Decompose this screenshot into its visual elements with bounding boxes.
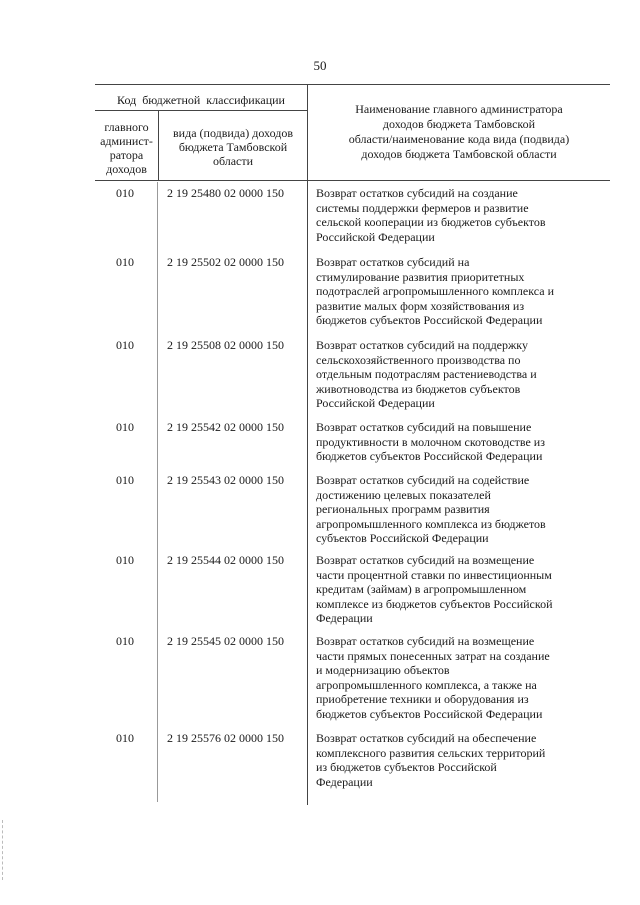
header-col-admin-line: админист- xyxy=(100,134,153,148)
header-col-code xyxy=(160,126,306,168)
header-col-admin-line: главного xyxy=(104,120,149,134)
admin-code: 010 xyxy=(116,473,134,487)
revenue-name-line: Возврат остатков субсидий на содействие xyxy=(316,473,530,487)
revenue-name-line: Возврат остатков субсидий на возмещение xyxy=(316,553,535,567)
revenue-name-line: региональных программ развития xyxy=(316,502,490,516)
budget-code: 2 19 25480 02 0000 150 xyxy=(167,186,284,200)
revenue-name-line: сельской кооперации из бюджетов субъектов xyxy=(316,215,546,229)
revenue-name-line: Возврат остатков субсидий на поддержку xyxy=(316,338,528,352)
revenue-name-line: сельскохозяйственного производства по xyxy=(316,352,521,367)
revenue-name xyxy=(316,553,601,626)
header-col-code-line: области xyxy=(212,154,254,168)
revenue-name-line: развитие малых форм хозяйствования из xyxy=(316,298,525,313)
admin-code: 010 xyxy=(116,553,134,567)
header-col-code-line: вида (подвида) доходов xyxy=(173,126,293,140)
header-col-name-line: Наименование главного администратора xyxy=(355,102,563,116)
revenue-name-line: системы поддержки фермеров и развитие xyxy=(316,200,529,215)
revenue-name-line: бюджетов субъектов Российской Федерации xyxy=(316,449,543,463)
budget-code: 2 19 25543 02 0000 150 xyxy=(167,473,284,487)
revenue-name-line: приобретение техники и оборудования из xyxy=(316,692,529,706)
revenue-name-line: Федерации xyxy=(316,611,373,625)
revenue-name xyxy=(316,186,601,244)
revenue-name-line: Возврат остатков субсидий на возмещение xyxy=(316,634,535,648)
budget-code: 2 19 25545 02 0000 150 xyxy=(167,634,284,648)
revenue-name-line: продуктивности в молочном скотоводстве из xyxy=(316,434,545,449)
revenue-name-line: части прямых понесенных затрат на создание xyxy=(316,648,550,663)
header-col-name xyxy=(309,102,609,162)
revenue-name xyxy=(316,420,601,464)
admin-code: 010 xyxy=(116,420,134,434)
revenue-name-line: субъектов Российской Федерации xyxy=(316,531,489,545)
revenue-name-line: агропромышленного комплекса из бюджетов xyxy=(316,516,546,531)
admin-column-divider xyxy=(158,111,159,181)
revenue-name-line: Федерации xyxy=(316,774,373,789)
revenue-name-line: комплексе из бюджетов субъектов Российской xyxy=(316,596,553,611)
revenue-name-line: кредитам (займам) в агропромышленном xyxy=(316,582,527,596)
admin-code: 010 xyxy=(116,186,134,200)
header-col-name-line: доходов бюджета Тамбовской xyxy=(382,117,536,131)
header-col-name-line: доходов бюджета Тамбовской области xyxy=(361,147,557,161)
revenue-name xyxy=(316,634,601,721)
revenue-name xyxy=(316,255,601,328)
budget-code: 2 19 25542 02 0000 150 xyxy=(167,420,284,434)
header-col-admin-line: доходов xyxy=(106,162,147,176)
admin-code: 010 xyxy=(116,731,134,745)
revenue-name-line: из бюджетов субъектов Российской xyxy=(316,760,497,774)
budget-code: 2 19 25544 02 0000 150 xyxy=(167,553,284,567)
page-number: 50 xyxy=(313,58,327,73)
header-col-code-line: бюджета Тамбовской xyxy=(178,140,288,154)
revenue-name-line: комплексного развития сельских территорий xyxy=(316,745,546,760)
revenue-name-line: стимулирование развития приоритетных xyxy=(316,269,525,284)
header-bottom-border xyxy=(95,180,610,181)
revenue-name-line: достижению целевых показателей xyxy=(316,487,491,502)
group-header-underline xyxy=(95,110,307,111)
admin-code: 010 xyxy=(116,338,134,352)
header-col-admin-line: ратора xyxy=(109,148,144,162)
revenue-name-line: Российской Федерации xyxy=(316,396,435,410)
revenue-name-line: Возврат остатков субсидий на xyxy=(316,255,470,269)
revenue-name-line: Возврат остатков субсидий на создание xyxy=(316,186,518,200)
revenue-name-line: бюджетов субъектов Российской Федерации xyxy=(316,313,543,327)
revenue-name-line: Возврат остатков субсидий на повышение xyxy=(316,420,532,434)
revenue-name xyxy=(316,473,601,546)
budget-code: 2 19 25508 02 0000 150 xyxy=(167,338,284,352)
revenue-name-line: Российской Федерации xyxy=(316,229,435,244)
scan-edge-mark xyxy=(2,820,3,880)
header-group-title: Код бюджетной классификации xyxy=(117,93,285,107)
revenue-name-line: бюджетов субъектов Российской Федерации xyxy=(316,706,543,721)
revenue-name-line: отдельным подотраслям растениеводства и xyxy=(316,367,537,381)
revenue-name xyxy=(316,731,601,789)
header-col-name-line: области/наименование кода вида (подвида) xyxy=(348,132,570,146)
budget-code: 2 19 25502 02 0000 150 xyxy=(167,255,284,269)
admin-code: 010 xyxy=(116,634,134,648)
revenue-name-line: агропромышленного комплекса, а также на xyxy=(316,677,537,692)
revenue-name-line: и модернизацию объектов xyxy=(316,663,450,677)
name-column-divider xyxy=(307,85,308,805)
budget-code: 2 19 25576 02 0000 150 xyxy=(167,731,284,745)
revenue-name-line: подотраслей агропромышленного комплекса и xyxy=(316,284,554,298)
revenue-name xyxy=(316,338,601,411)
admin-column-divider-body xyxy=(157,182,158,802)
admin-code: 010 xyxy=(116,255,134,269)
revenue-name-line: части процентной ставки по инвестиционным xyxy=(316,567,552,582)
revenue-name-line: животноводства из бюджетов субъектов xyxy=(316,381,521,396)
header-col-admin xyxy=(95,120,158,176)
table-top-border xyxy=(95,84,610,85)
revenue-name-line: Возврат остатков субсидий на обеспечение xyxy=(316,731,537,745)
